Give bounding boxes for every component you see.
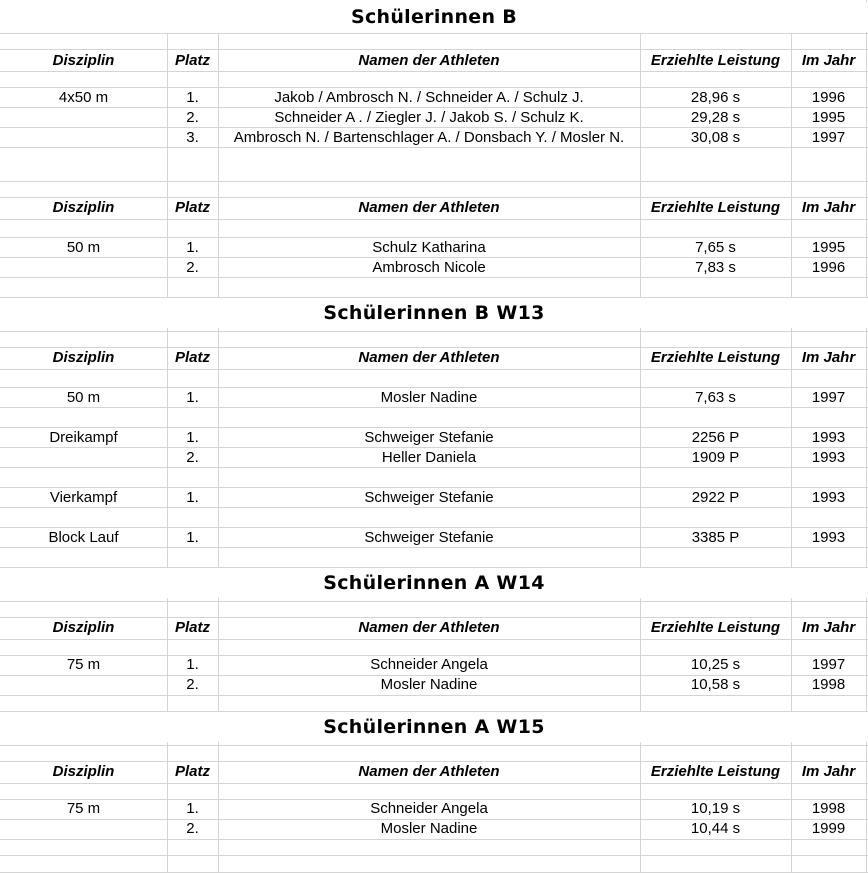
cell-namen: Ambrosch N. / Bartenschlager A. / Donsbach Y. / Mosler N. xyxy=(233,129,625,146)
cell-leistung: 1909 P xyxy=(691,449,740,466)
cell-namen: Mosler Nadine xyxy=(380,676,478,693)
grid-row-line xyxy=(0,855,868,856)
column-header-leistung: Erziehlte Leistung xyxy=(650,199,781,216)
cell-leistung: 2922 P xyxy=(691,489,740,506)
column-header-namen: Namen der Athleten xyxy=(358,763,500,780)
column-header-namen: Namen der Athleten xyxy=(358,619,500,636)
cell-leistung: 10,58 s xyxy=(690,676,741,693)
column-header-jahr: Im Jahr xyxy=(801,199,856,216)
cell-leistung: 2256 P xyxy=(691,429,740,446)
cell-jahr: 1998 xyxy=(811,800,846,817)
column-header-disziplin: Disziplin xyxy=(52,619,115,636)
cell-platz: 1. xyxy=(186,656,199,673)
cell-namen: Schweiger Stefanie xyxy=(364,429,494,446)
cell-jahr: 1993 xyxy=(811,429,846,446)
cell-leistung: 30,08 s xyxy=(690,129,741,146)
cell-leistung: 29,28 s xyxy=(690,109,741,126)
cell-namen: Schneider Angela xyxy=(370,656,488,673)
grid-row-line xyxy=(0,49,868,50)
column-header-platz: Platz xyxy=(174,763,210,780)
column-header-leistung: Erziehlte Leistung xyxy=(650,763,781,780)
cell-leistung: 10,44 s xyxy=(690,820,741,837)
cell-namen: Schneider A . / Ziegler J. / Jakob S. / Schulz K. xyxy=(274,109,584,126)
cell-leistung: 7,65 s xyxy=(695,239,736,256)
cell-platz: 2. xyxy=(186,676,199,693)
cell-jahr: 1993 xyxy=(811,489,846,506)
cell-jahr: 1996 xyxy=(811,259,846,276)
section-title: Schülerinnen B W13 xyxy=(0,298,868,328)
cell-disziplin: 4x50 m xyxy=(58,89,109,106)
cell-platz: 2. xyxy=(186,109,199,126)
cell-platz: 1. xyxy=(186,89,199,106)
column-header-namen: Namen der Athleten xyxy=(358,52,500,69)
column-header-jahr: Im Jahr xyxy=(801,52,856,69)
column-header-leistung: Erziehlte Leistung xyxy=(650,52,781,69)
cell-platz: 2. xyxy=(186,449,199,466)
cell-disziplin: Block Lauf xyxy=(48,529,119,546)
cell-namen: Heller Daniela xyxy=(381,449,477,466)
grid-row-line xyxy=(0,369,868,370)
cell-namen: Schweiger Stefanie xyxy=(364,489,494,506)
cell-disziplin: 50 m xyxy=(66,389,101,406)
grid-row-line xyxy=(0,33,868,34)
cell-namen: Jakob / Ambrosch N. / Schneider A. / Schulz J. xyxy=(274,89,584,106)
grid-row-line xyxy=(0,71,868,72)
grid-row-line xyxy=(0,745,868,746)
column-header-disziplin: Disziplin xyxy=(52,199,115,216)
cell-namen: Schweiger Stefanie xyxy=(364,529,494,546)
grid-row-line xyxy=(0,601,868,602)
cell-platz: 2. xyxy=(186,259,199,276)
grid-row-line xyxy=(0,331,868,332)
grid-row-line xyxy=(0,695,868,696)
cell-leistung: 7,63 s xyxy=(695,389,736,406)
cell-platz: 1. xyxy=(186,389,199,406)
cell-jahr: 1997 xyxy=(811,656,846,673)
column-header-disziplin: Disziplin xyxy=(52,52,115,69)
cell-platz: 2. xyxy=(186,820,199,837)
cell-disziplin: Dreikampf xyxy=(49,429,118,446)
column-header-jahr: Im Jahr xyxy=(801,349,856,366)
cell-leistung: 28,96 s xyxy=(690,89,741,106)
cell-platz: 3. xyxy=(186,129,199,146)
cell-leistung: 7,83 s xyxy=(695,259,736,276)
section-title: Schülerinnen B xyxy=(0,2,868,32)
cell-platz: 1. xyxy=(186,429,199,446)
cell-platz: 1. xyxy=(186,489,199,506)
column-header-disziplin: Disziplin xyxy=(52,763,115,780)
cell-jahr: 1997 xyxy=(811,389,846,406)
cell-jahr: 1995 xyxy=(811,109,846,126)
cell-disziplin: Vierkampf xyxy=(49,489,118,506)
cell-jahr: 1993 xyxy=(811,529,846,546)
cell-disziplin: 50 m xyxy=(66,239,101,256)
cell-leistung: 10,25 s xyxy=(690,656,741,673)
grid-column-line xyxy=(866,0,867,873)
cell-jahr: 1999 xyxy=(811,820,846,837)
cell-jahr: 1995 xyxy=(811,239,846,256)
cell-jahr: 1997 xyxy=(811,129,846,146)
grid-row-line xyxy=(0,839,868,840)
grid-row-line xyxy=(0,219,868,220)
column-header-leistung: Erziehlte Leistung xyxy=(650,349,781,366)
column-header-namen: Namen der Athleten xyxy=(358,199,500,216)
cell-namen: Schneider Angela xyxy=(370,800,488,817)
cell-leistung: 10,19 s xyxy=(690,800,741,817)
cell-leistung: 3385 P xyxy=(691,529,740,546)
column-header-platz: Platz xyxy=(174,349,210,366)
column-header-namen: Namen der Athleten xyxy=(358,349,500,366)
cell-namen: Mosler Nadine xyxy=(380,820,478,837)
cell-platz: 1. xyxy=(186,239,199,256)
grid-row-line xyxy=(0,639,868,640)
grid-row-line xyxy=(0,783,868,784)
column-header-platz: Platz xyxy=(174,52,210,69)
section-title: Schülerinnen A W15 xyxy=(0,712,868,742)
cell-namen: Schulz Katharina xyxy=(372,239,486,256)
cell-platz: 1. xyxy=(186,529,199,546)
column-header-leistung: Erziehlte Leistung xyxy=(650,619,781,636)
cell-namen: Ambrosch Nicole xyxy=(372,259,486,276)
column-header-jahr: Im Jahr xyxy=(801,619,856,636)
cell-jahr: 1996 xyxy=(811,89,846,106)
column-header-disziplin: Disziplin xyxy=(52,349,115,366)
grid-row-line xyxy=(0,181,868,182)
cell-jahr: 1993 xyxy=(811,449,846,466)
cell-platz: 1. xyxy=(186,800,199,817)
section-title: Schülerinnen A W14 xyxy=(0,568,868,598)
column-header-platz: Platz xyxy=(174,199,210,216)
cell-jahr: 1998 xyxy=(811,676,846,693)
cell-namen: Mosler Nadine xyxy=(380,389,478,406)
cell-disziplin: 75 m xyxy=(66,656,101,673)
column-header-jahr: Im Jahr xyxy=(801,763,856,780)
cell-disziplin: 75 m xyxy=(66,800,101,817)
column-header-platz: Platz xyxy=(174,619,210,636)
